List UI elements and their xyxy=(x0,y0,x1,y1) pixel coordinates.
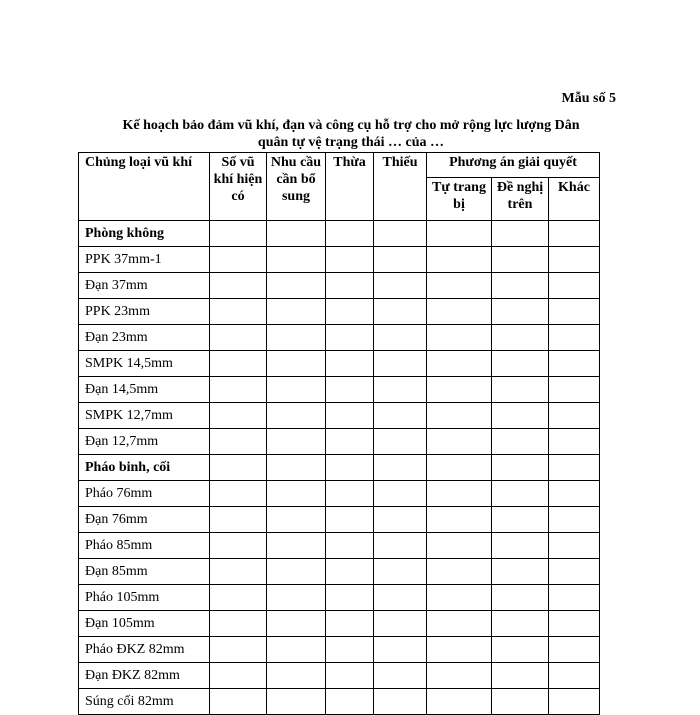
table-cell xyxy=(427,585,492,611)
table-cell xyxy=(374,611,427,637)
table-cell xyxy=(374,429,427,455)
table-cell xyxy=(267,299,326,325)
table-cell xyxy=(326,689,374,715)
table-row xyxy=(79,507,600,533)
table-cell xyxy=(549,299,600,325)
table-cell xyxy=(374,689,427,715)
table-cell xyxy=(267,689,326,715)
table-cell xyxy=(549,351,600,377)
table-cell xyxy=(492,663,549,689)
table-cell xyxy=(549,273,600,299)
table-cell xyxy=(549,533,600,559)
table-row xyxy=(79,663,600,689)
item-label: Đạn 37mm xyxy=(79,273,210,299)
table-row xyxy=(79,247,600,273)
table-row xyxy=(79,637,600,663)
table-row xyxy=(79,299,600,325)
table-cell xyxy=(326,247,374,273)
item-label: Đạn 12,7mm xyxy=(79,429,210,455)
table-cell xyxy=(549,689,600,715)
item-label: PPK 37mm-1 xyxy=(79,247,210,273)
table-cell xyxy=(549,611,600,637)
table-cell xyxy=(210,273,267,299)
header-shortage: Thiếu xyxy=(374,153,427,221)
table-cell xyxy=(549,247,600,273)
group-label: Pháo binh, cối xyxy=(79,455,210,481)
table-cell xyxy=(326,585,374,611)
table-cell xyxy=(267,351,326,377)
table-cell xyxy=(267,455,326,481)
table-cell xyxy=(492,247,549,273)
table-row xyxy=(79,585,600,611)
table-cell xyxy=(374,533,427,559)
table-row xyxy=(79,221,600,247)
table-cell xyxy=(210,689,267,715)
table-cell xyxy=(210,559,267,585)
table-cell xyxy=(326,559,374,585)
table-cell xyxy=(374,585,427,611)
table-cell xyxy=(267,247,326,273)
weapons-table xyxy=(78,152,600,715)
table-cell xyxy=(374,481,427,507)
table-row xyxy=(79,559,600,585)
table-cell xyxy=(427,689,492,715)
table-cell xyxy=(210,585,267,611)
table-row xyxy=(79,429,600,455)
table-row xyxy=(79,689,600,715)
table-cell xyxy=(267,481,326,507)
table-cell xyxy=(427,403,492,429)
table-cell xyxy=(326,455,374,481)
table-cell xyxy=(427,221,492,247)
table-cell xyxy=(374,299,427,325)
table-cell xyxy=(492,273,549,299)
table-cell xyxy=(549,507,600,533)
header-existing: Số vũ khí hiện có xyxy=(210,153,267,221)
table-cell xyxy=(326,351,374,377)
table-cell xyxy=(267,403,326,429)
table-cell xyxy=(427,663,492,689)
table-cell xyxy=(210,299,267,325)
table-cell xyxy=(210,377,267,403)
table-cell xyxy=(374,325,427,351)
table-cell xyxy=(267,221,326,247)
table-cell xyxy=(267,663,326,689)
item-label: Đạn 105mm xyxy=(79,611,210,637)
table-row xyxy=(79,481,600,507)
table-cell xyxy=(210,403,267,429)
table-cell xyxy=(492,481,549,507)
table-cell xyxy=(427,429,492,455)
table-cell xyxy=(492,637,549,663)
item-label: Pháo ĐKZ 82mm xyxy=(79,637,210,663)
table-cell xyxy=(326,403,374,429)
table-cell xyxy=(374,351,427,377)
table-cell xyxy=(210,507,267,533)
table-cell xyxy=(427,507,492,533)
table-cell xyxy=(210,247,267,273)
table-cell xyxy=(326,221,374,247)
table-cell xyxy=(549,559,600,585)
header-solution: Phương án giải quyết xyxy=(427,153,600,178)
table-cell xyxy=(326,429,374,455)
table-cell xyxy=(492,455,549,481)
table-cell xyxy=(427,455,492,481)
table-cell xyxy=(267,585,326,611)
item-label: Súng cối 82mm xyxy=(79,689,210,715)
table-row xyxy=(79,377,600,403)
table-cell xyxy=(492,429,549,455)
table-cell xyxy=(267,611,326,637)
table-cell xyxy=(427,611,492,637)
table-cell xyxy=(210,637,267,663)
table-cell xyxy=(210,481,267,507)
table-cell xyxy=(267,637,326,663)
table-cell xyxy=(549,377,600,403)
table-body xyxy=(79,221,600,715)
table-cell xyxy=(326,273,374,299)
table-cell xyxy=(427,351,492,377)
table-cell xyxy=(492,585,549,611)
table-cell xyxy=(210,351,267,377)
document-title xyxy=(95,117,607,151)
item-label: Đạn 76mm xyxy=(79,507,210,533)
table-row xyxy=(79,533,600,559)
item-label: Pháo 76mm xyxy=(79,481,210,507)
item-label: Đạn ĐKZ 82mm xyxy=(79,663,210,689)
table-cell xyxy=(267,273,326,299)
table-cell xyxy=(492,507,549,533)
table-cell xyxy=(492,325,549,351)
table-cell xyxy=(427,299,492,325)
table-cell xyxy=(374,559,427,585)
table-cell xyxy=(326,663,374,689)
table-cell xyxy=(427,377,492,403)
table-cell xyxy=(492,221,549,247)
table-cell xyxy=(267,325,326,351)
table-row xyxy=(79,611,600,637)
table-cell xyxy=(210,429,267,455)
table-cell xyxy=(267,559,326,585)
table-cell xyxy=(374,663,427,689)
group-label: Phòng không xyxy=(79,221,210,247)
table-row xyxy=(79,351,600,377)
table-cell xyxy=(492,377,549,403)
table-row xyxy=(79,325,600,351)
table-cell xyxy=(267,507,326,533)
table-cell xyxy=(549,221,600,247)
header-request-above: Đề nghị trên xyxy=(492,178,549,221)
table-cell xyxy=(374,637,427,663)
table-cell xyxy=(374,507,427,533)
table-cell xyxy=(549,403,600,429)
table-cell xyxy=(374,247,427,273)
table-cell xyxy=(374,221,427,247)
table-cell xyxy=(374,273,427,299)
header-type: Chủng loại vũ khí xyxy=(79,153,210,221)
item-label: Đạn 23mm xyxy=(79,325,210,351)
table-cell xyxy=(210,325,267,351)
table-cell xyxy=(326,637,374,663)
header-self-equip: Tự trang bị xyxy=(427,178,492,221)
item-label: Pháo 85mm xyxy=(79,533,210,559)
table-cell xyxy=(326,507,374,533)
item-label: Đạn 14,5mm xyxy=(79,377,210,403)
table-cell xyxy=(267,377,326,403)
table-cell xyxy=(549,585,600,611)
table-cell xyxy=(549,455,600,481)
table-cell xyxy=(492,689,549,715)
table-cell xyxy=(210,663,267,689)
table-cell xyxy=(549,481,600,507)
table-row xyxy=(79,273,600,299)
header-other: Khác xyxy=(549,178,600,221)
form-number: Mẫu số 5 xyxy=(561,91,616,106)
table-cell xyxy=(549,429,600,455)
table-row xyxy=(79,455,600,481)
table-cell xyxy=(549,637,600,663)
table-cell xyxy=(427,533,492,559)
item-label: SMPK 14,5mm xyxy=(79,351,210,377)
table-cell xyxy=(427,481,492,507)
table-cell xyxy=(374,377,427,403)
table-cell xyxy=(374,455,427,481)
table-row xyxy=(79,403,600,429)
table-cell xyxy=(492,611,549,637)
table-cell xyxy=(492,533,549,559)
table-cell xyxy=(210,455,267,481)
item-label: PPK 23mm xyxy=(79,299,210,325)
title-line-1: Kế hoạch bảo đảm vũ khí, đạn và công cụ hỗ trợ cho mở rộng lực lượng Dân xyxy=(122,118,580,133)
table-cell xyxy=(267,533,326,559)
table-cell xyxy=(326,377,374,403)
table-cell xyxy=(267,429,326,455)
table-cell xyxy=(326,481,374,507)
item-label: SMPK 12,7mm xyxy=(79,403,210,429)
table-cell xyxy=(210,611,267,637)
table-cell xyxy=(427,247,492,273)
table-cell xyxy=(326,611,374,637)
table-cell xyxy=(374,403,427,429)
table-cell xyxy=(210,533,267,559)
item-label: Pháo 105mm xyxy=(79,585,210,611)
table-cell xyxy=(326,325,374,351)
table-cell xyxy=(492,351,549,377)
table-cell xyxy=(492,403,549,429)
table-cell xyxy=(549,325,600,351)
table-cell xyxy=(549,663,600,689)
table-cell xyxy=(427,273,492,299)
table-cell xyxy=(427,559,492,585)
header-surplus: Thừa xyxy=(326,153,374,221)
table-cell xyxy=(492,559,549,585)
table-cell xyxy=(210,221,267,247)
title-line-2: quân tự vệ trạng thái … của … xyxy=(257,135,445,150)
item-label: Đạn 85mm xyxy=(79,559,210,585)
table-cell xyxy=(492,299,549,325)
header-need: Nhu cầu cần bổ sung xyxy=(267,153,326,221)
table-cell xyxy=(427,637,492,663)
table-cell xyxy=(326,533,374,559)
table-cell xyxy=(427,325,492,351)
table-cell xyxy=(326,299,374,325)
